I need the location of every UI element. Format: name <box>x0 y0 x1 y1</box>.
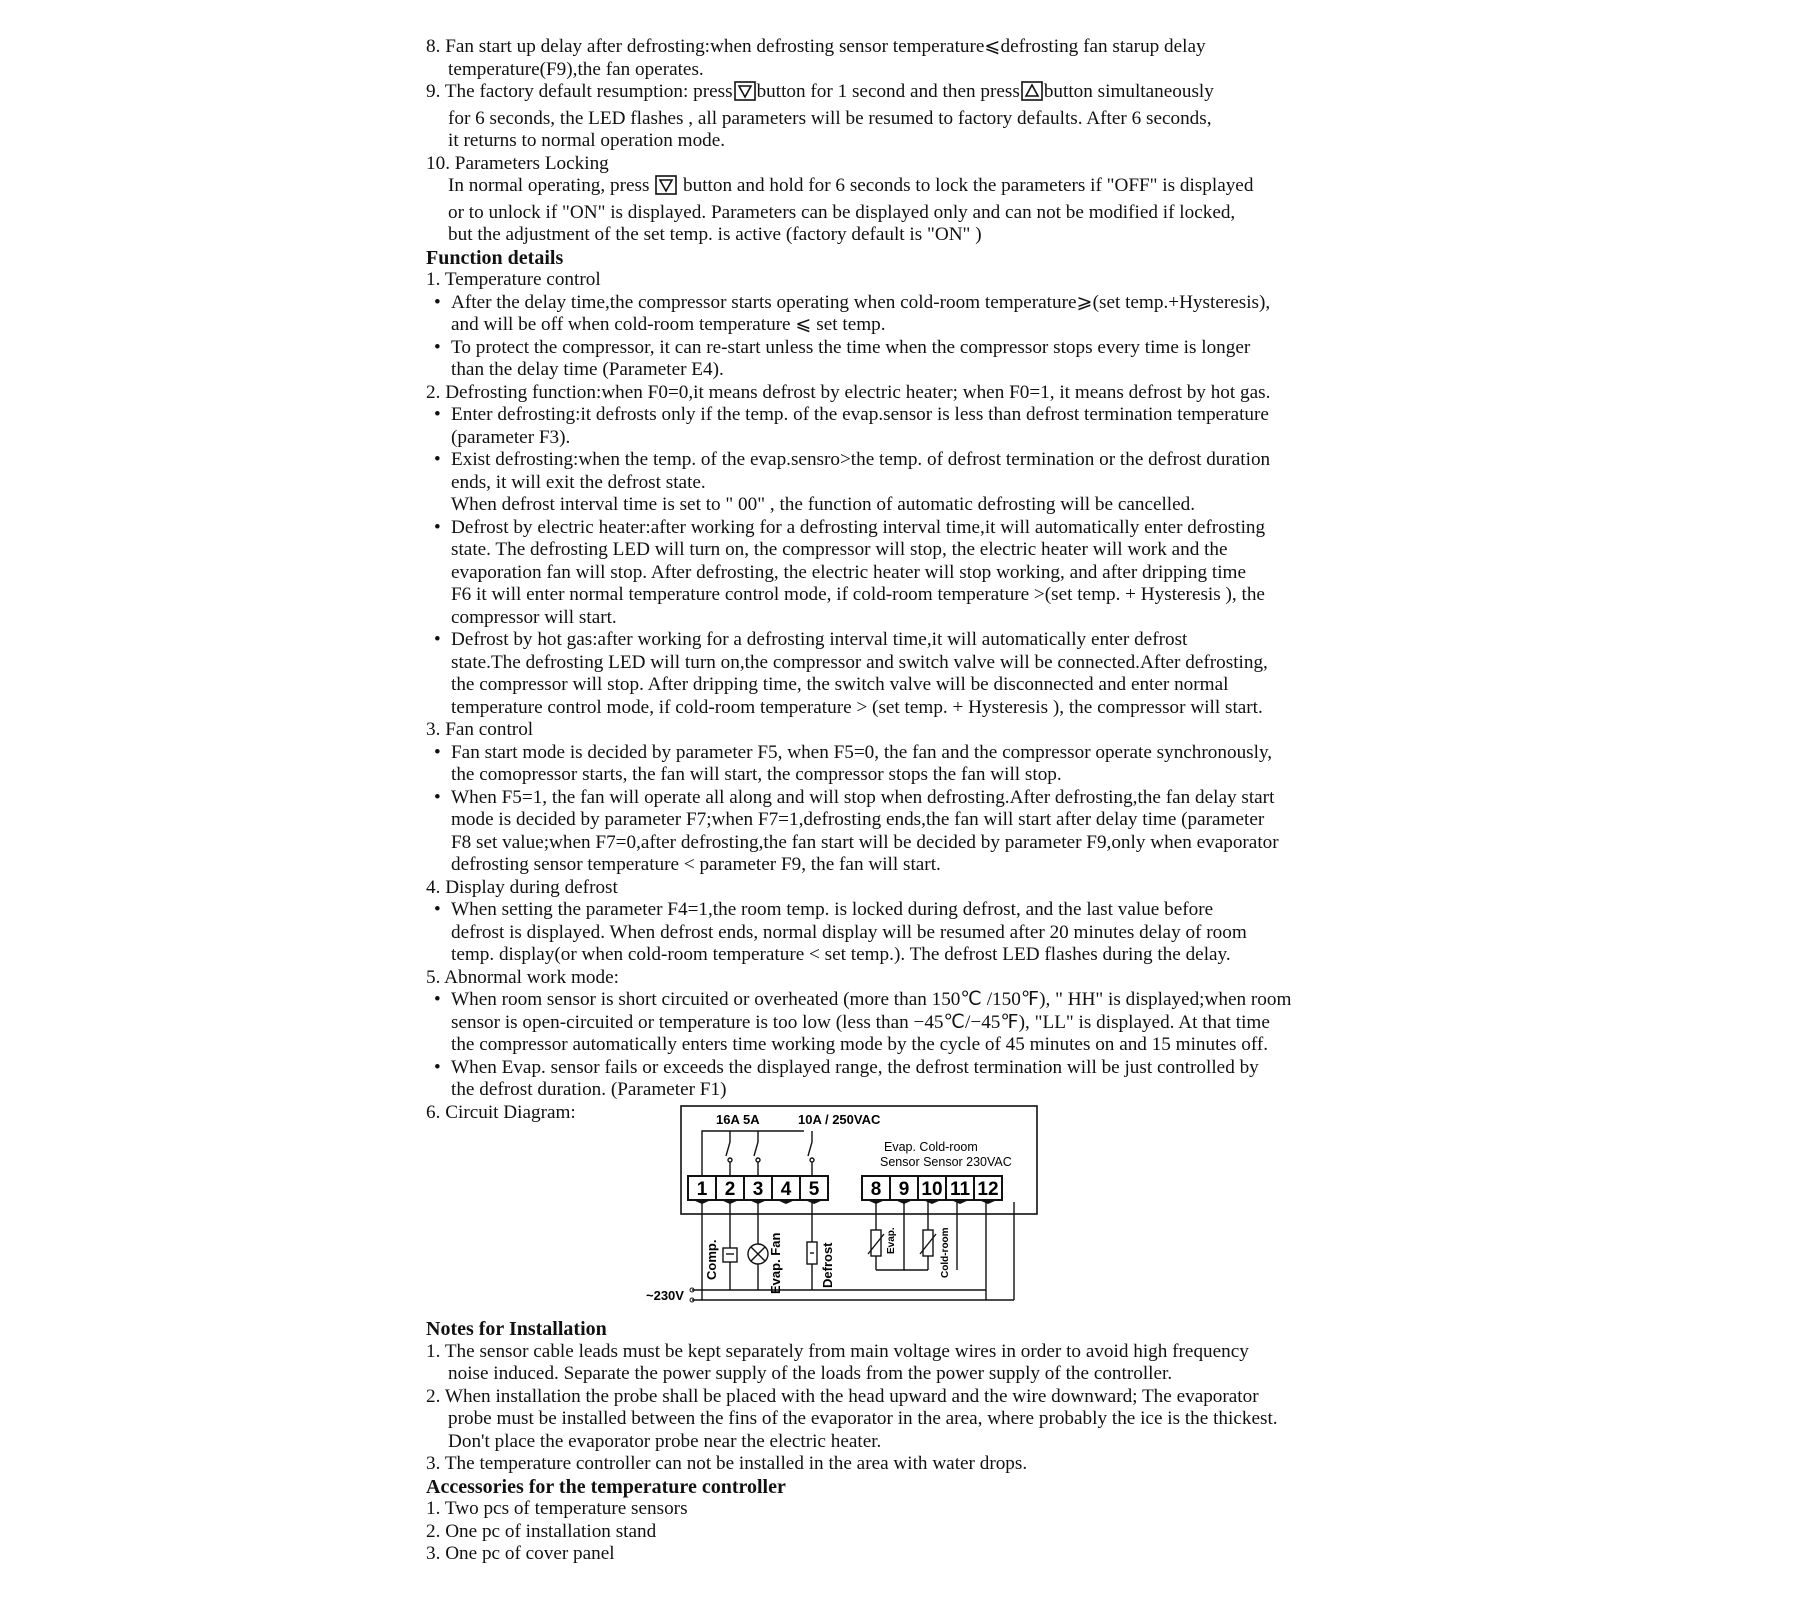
terminal-number: 4 <box>780 1178 792 1200</box>
bullet-text: After the delay time,the compressor starts operating when cold-room temperature⩾(set temp.+Hysteresis), <box>451 291 1271 313</box>
bullet-cont: and will be off when cold-room temperature ⩽ set temp. <box>451 314 886 335</box>
bullet-cont: When defrost interval time is set to " 00" , the function of automatic defrosting will be cancelled. <box>451 494 1196 515</box>
bullet-item <box>426 337 1401 360</box>
bullet-item <box>426 742 1401 765</box>
defrost-load-label: Defrost <box>819 1241 835 1288</box>
bullet-cont: defrost is displayed. When defrost ends, normal display will be resumed after 20 minutes delay of room <box>451 921 1247 943</box>
terminal-block-right <box>862 1176 1002 1204</box>
bullet-text: Defrost by electric heater:after working for a defrosting interval time,it will automatically enter defrosting <box>451 516 1266 538</box>
bullet-item <box>426 404 1401 427</box>
bullet-icon: • <box>434 291 441 313</box>
bullet-text: Fan start mode is decided by parameter F5, when F5=0, the fan and the compressor operate synchronously, <box>451 741 1273 763</box>
sensor-header-line-2: Sensor Sensor 230VAC <box>879 1154 1012 1169</box>
bullet-cont: defrosting sensor temperature < parameter F9, the fan will start. <box>451 854 941 875</box>
step-9-line-3: it returns to normal operation mode. <box>448 130 726 151</box>
bullet-item <box>426 629 1401 652</box>
evap-sensor-label: Evap. <box>885 1226 897 1254</box>
step-9-text-a: 9. The factory default resumption: press <box>426 81 733 102</box>
bullet-cont: the defrost duration. (Parameter F1) <box>451 1079 727 1100</box>
bullet-icon: • <box>434 741 441 763</box>
bullet-cont: F8 set value;when F7=0,after defrosting,the fan start will be decided by parameter F9,only when evaporator <box>451 831 1279 853</box>
down-triangle-button-icon <box>734 81 756 108</box>
bullet-icon: • <box>434 1056 441 1078</box>
sensor-header-line-1: Evap. Cold-room <box>883 1139 978 1154</box>
bullet-text: When setting the parameter F4=1,the room temp. is locked during defrost, and the last value before <box>451 899 1214 920</box>
terminal-screw-marker <box>805 1200 823 1204</box>
function-details-heading: Function details <box>426 246 564 269</box>
bullet-cont: ends, it will exit the defrost state. <box>451 471 706 493</box>
note-2-line-2: probe must be installed between the fins of the evaporator in the area, where probably the ice is the thickest. <box>448 1408 1278 1429</box>
bullet-cont: state. The defrosting LED will turn on, the compressor will stop, the electric heater will work and the <box>451 539 1228 560</box>
relay-contacts <box>726 1142 814 1175</box>
bullet-text: Defrost by hot gas:after working for a defrosting interval time,it will automatically enter defrost <box>451 629 1188 650</box>
contact-rating-label: 10A / 250VAC <box>797 1111 881 1127</box>
step-9-line-2: for 6 seconds, the LED flashes , all parameters will be resumed to factory defaults. After 6 seconds, <box>448 107 1212 129</box>
bullet-cont: (parameter F3). <box>451 426 571 448</box>
defrost-function-title: 2. Defrosting function:when F0=0,it means defrost by electric heater; when F0=1, it means defrost by hot gas. <box>426 381 1271 403</box>
bullet-cont: mode is decided by parameter F7;when F7=1,defrosting ends,the fan will start after delay time (parameter <box>451 809 1265 830</box>
fan-icon <box>748 1244 768 1264</box>
terminal-number: 11 <box>949 1178 970 1200</box>
circuit-diagram-section <box>426 1102 1401 1319</box>
circuit-diagram-title: 6. Circuit Diagram: <box>426 1101 576 1123</box>
terminal-number: 12 <box>977 1178 999 1200</box>
bullet-icon: • <box>434 786 441 808</box>
abnormal-mode-title: 5. Abnormal work mode: <box>426 966 619 988</box>
bullet-cont: the comopressor starts, the fan will start, the compressor stops the fan will stop. <box>451 764 1062 785</box>
accessory-1: 1. Two pcs of temperature sensors <box>426 1498 688 1519</box>
step-9-line-1 <box>426 81 1401 108</box>
up-triangle-button-icon <box>1021 81 1043 108</box>
bullet-cont: temp. display(or when cold-room temperature < set temp.). The defrost LED flashes during the delay. <box>451 944 1231 965</box>
note-2-line-1: 2. When installation the probe shall be placed with the head upward and the wire downward; The evaporator <box>426 1385 1259 1407</box>
accessory-3: 3. One pc of cover panel <box>426 1543 615 1564</box>
terminal-screw-marker <box>923 1200 941 1204</box>
compressor-icon <box>723 1248 737 1262</box>
bullet-cont: the compressor automatically enters time working mode by the cycle of 45 minutes on and 15 minutes off. <box>451 1034 1269 1055</box>
bullet-item <box>426 449 1401 472</box>
note-1-line-2: noise induced. Separate the power supply of the loads from the power supply of the controller. <box>448 1363 1173 1384</box>
circuit-diagram <box>618 1104 1038 1319</box>
step-9-text-c: button simultaneously <box>1043 81 1214 102</box>
bullet-item <box>426 899 1401 922</box>
bullet-cont: sensor is open-circuited or temperature is too low (less than −45℃/−45℉), "LL" is displayed. At that time <box>451 1011 1270 1033</box>
evap-fan-load-label: Evap. Fan <box>767 1232 783 1294</box>
terminal-number: 3 <box>752 1178 764 1200</box>
bullet-item <box>426 787 1401 810</box>
bullet-cont: state.The defrosting LED will turn on,the compressor and switch valve will be connected.After defrosting, <box>451 651 1268 673</box>
bullet-cont: evaporation fan will stop. After defrosting, the electric heater will stop working, and after dripping time <box>451 561 1246 583</box>
terminal-number: 1 <box>696 1178 708 1200</box>
terminal-number: 10 <box>921 1178 943 1200</box>
note-3: 3. The temperature controller can not be installed in the area with water drops. <box>426 1453 1028 1474</box>
terminal-screw-marker <box>951 1200 969 1204</box>
bullet-item <box>426 517 1401 540</box>
bullet-text: When Evap. sensor fails or exceeds the displayed range, the defrost termination will be just controlled by <box>451 1056 1259 1078</box>
heater-icon <box>807 1242 817 1264</box>
step-10-line-1 <box>426 175 1401 202</box>
manual-page <box>426 36 1401 1566</box>
display-defrost-title: 4. Display during defrost <box>426 876 618 898</box>
step-8-line-2: temperature(F9),the fan operates. <box>448 58 704 80</box>
terminal-number: 5 <box>808 1178 820 1200</box>
bullet-cont: the compressor will stop. After dripping time, the switch valve will be disconnected and enter normal <box>451 674 1229 695</box>
step-10-title: 10. Parameters Locking <box>426 152 609 174</box>
circuit-diagram-svg <box>618 1104 1038 1312</box>
note-2-line-3: Don't place the evaporator probe near the electric heater. <box>448 1430 882 1452</box>
bullet-icon: • <box>434 629 441 650</box>
bullet-item <box>426 292 1401 315</box>
terminal-number: 9 <box>898 1178 910 1200</box>
terminal-block-left <box>688 1176 828 1204</box>
relay-rating-label: 16A 5A <box>715 1111 760 1127</box>
bullet-icon: • <box>434 516 441 538</box>
comp-load-label: Comp. <box>703 1239 719 1280</box>
bullet-icon: • <box>434 404 441 425</box>
bullet-icon: • <box>434 899 441 920</box>
bullet-item <box>426 1057 1401 1080</box>
bullet-icon: • <box>434 989 441 1010</box>
terminal-number: 2 <box>724 1178 736 1200</box>
bullet-icon: • <box>434 336 441 358</box>
bullet-cont: F6 it will enter normal temperature control mode, if cold-room temperature >(set temp. + Hysteresis ), the <box>451 584 1265 605</box>
bullet-item <box>426 989 1401 1012</box>
notes-installation-heading: Notes for Installation <box>426 1318 607 1340</box>
step-10-line-3: but the adjustment of the set temp. is active (factory default is "ON" ) <box>448 224 982 245</box>
down-triangle-button-icon <box>655 175 677 202</box>
bullet-cont: compressor will start. <box>451 606 617 628</box>
bullet-cont: than the delay time (Parameter E4). <box>451 359 724 380</box>
terminal-screw-marker <box>777 1200 795 1204</box>
bullet-text: To protect the compressor, it can re-start unless the time when the compressor stops every time is longer <box>451 336 1251 358</box>
accessory-2: 2. One pc of installation stand <box>426 1520 657 1542</box>
fan-control-title: 3. Fan control <box>426 719 534 740</box>
temp-control-title: 1. Temperature control <box>426 269 601 290</box>
cold-room-sensor-label: Cold-room <box>939 1226 951 1278</box>
step-9-text-b: button for 1 second and then press <box>756 81 1020 102</box>
terminal-screw-marker <box>979 1200 997 1204</box>
bullet-icon: • <box>434 449 441 470</box>
step-8-line-1: 8. Fan start up delay after defrosting:when defrosting sensor temperature⩽defrosting fan starup delay <box>426 36 1206 57</box>
bullet-text: Exist defrosting:when the temp. of the evap.sensro>the temp. of defrost termination or the defrost duration <box>451 449 1271 470</box>
accessories-heading: Accessories for the temperature controller <box>426 1475 786 1498</box>
bullet-cont: temperature control mode, if cold-room temperature > (set temp. + Hysteresis ), the compressor will start. <box>451 696 1263 718</box>
terminal-number: 8 <box>870 1178 882 1200</box>
supply-label: ~230V <box>645 1287 684 1303</box>
bullet-text: When room sensor is short circuited or overheated (more than 150℃ /150℉), " HH" is displayed;when room <box>451 989 1292 1010</box>
bullet-text: When F5=1, the fan will operate all along and will stop when defrosting.After defrosting,the fan delay start <box>451 786 1275 808</box>
bullet-text: Enter defrosting:it defrosts only if the temp. of the evap.sensor is less than defrost termination temperature <box>451 404 1269 425</box>
step-10-line-2: or to unlock if "ON" is displayed. Parameters can be displayed only and can not be modified if locked, <box>448 201 1236 223</box>
step-10-text-a: In normal operating, press <box>448 175 650 196</box>
note-1-line-1: 1. The sensor cable leads must be kept separately from main voltage wires in order to avoid high frequency <box>426 1340 1249 1362</box>
step-10-text-b: button and hold for 6 seconds to lock the parameters if "OFF" is displayed <box>683 175 1254 196</box>
